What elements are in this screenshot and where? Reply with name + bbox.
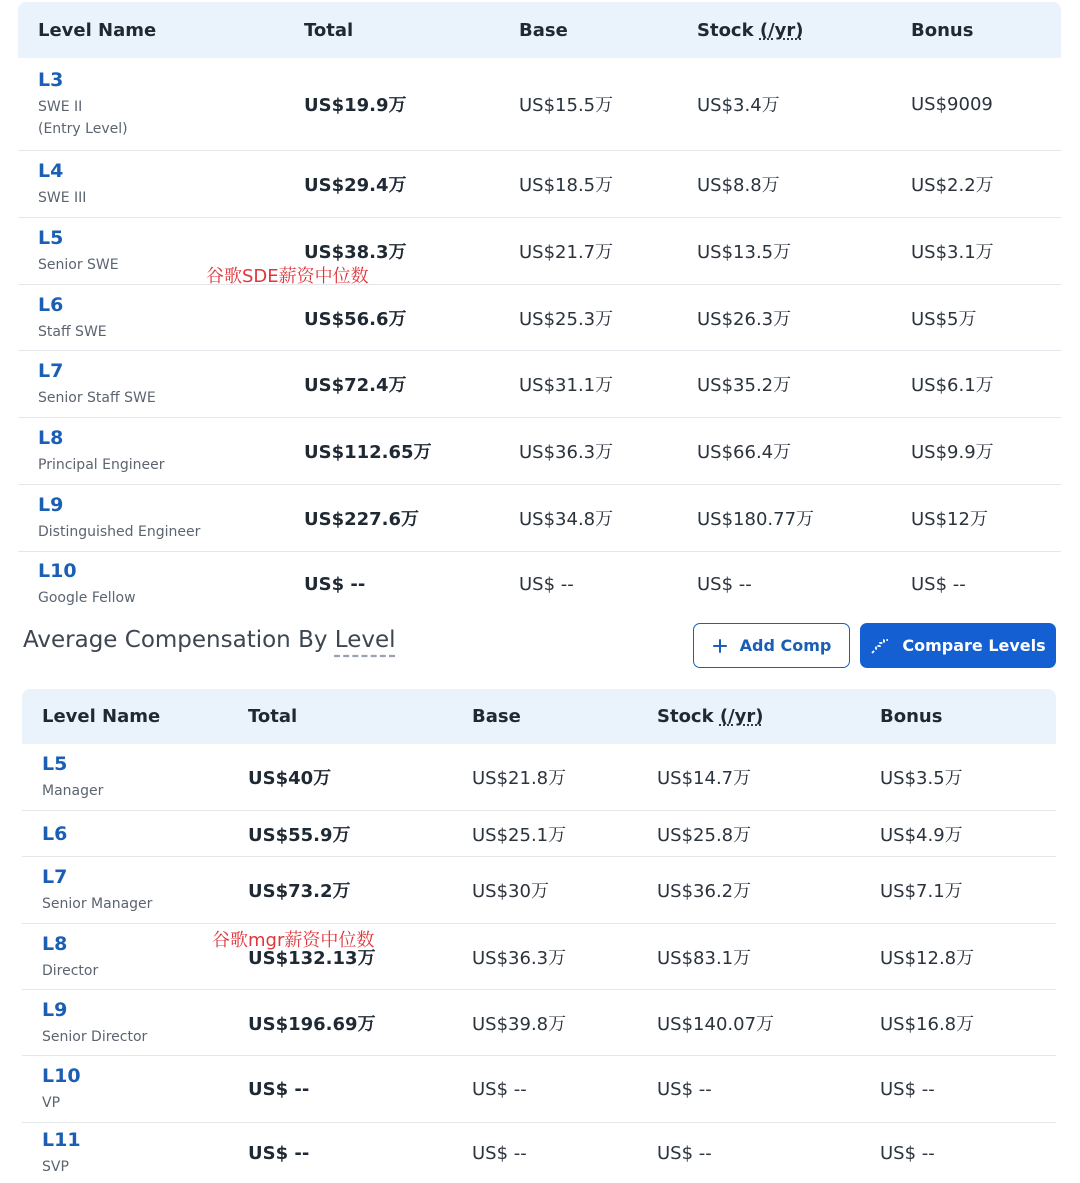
- table-row: [18, 58, 1061, 151]
- annotation-sde-median: 谷歌SDE薪资中位数: [206, 266, 369, 287]
- stock-comp-value: US$14.7万: [657, 768, 752, 789]
- level-link[interactable]: L6: [42, 822, 68, 845]
- bonus-comp-value: US$9009: [911, 93, 993, 115]
- header-stock[interactable]: [657, 706, 880, 727]
- total-comp-value: US$132.13万: [248, 947, 376, 969]
- base-comp-value: US$21.8万: [472, 768, 567, 789]
- header-stock-label: Stock: [697, 19, 754, 41]
- total-comp-value: US$227.6万: [304, 509, 420, 530]
- compare-levels-label: Compare Levels: [902, 636, 1046, 655]
- table-row: [22, 1123, 1056, 1183]
- level-link[interactable]: L7: [42, 866, 68, 888]
- level-name-cell: [18, 426, 304, 476]
- level-name-cell: [22, 1128, 248, 1178]
- plus-icon: [712, 638, 728, 654]
- total-comp-value: US$196.69万: [248, 1013, 376, 1035]
- table-row: [22, 857, 1056, 924]
- table-row: [18, 218, 1061, 285]
- level-link[interactable]: L8: [38, 427, 64, 449]
- stock-unit-tooltip[interactable]: (/yr): [719, 706, 764, 727]
- base-comp-value: US$39.8万: [472, 1013, 567, 1035]
- bonus-comp-value: US$2.2万: [911, 175, 994, 196]
- total-comp-value: US$72.4万: [304, 375, 407, 396]
- base-comp-value: US$36.3万: [472, 947, 567, 969]
- level-name-cell: [22, 822, 248, 846]
- total-comp-value: US$55.9万: [248, 824, 351, 846]
- level-title: SVP: [42, 1159, 69, 1175]
- header-bonus[interactable]: Bonus: [911, 19, 974, 41]
- bonus-comp-value: US$3.1万: [911, 242, 994, 263]
- stock-comp-value: US$ --: [657, 1142, 712, 1164]
- table-row: [18, 285, 1061, 351]
- bonus-comp-value: US$12.8万: [880, 947, 975, 969]
- level-name-cell: [18, 68, 304, 140]
- bonus-comp-value: US$ --: [880, 1142, 935, 1164]
- level-title: Senior Manager: [42, 896, 153, 912]
- total-comp-value: US$29.4万: [304, 175, 407, 196]
- level-name-cell: [22, 865, 248, 915]
- section-title: [23, 627, 396, 653]
- stock-comp-value: US$35.2万: [697, 375, 792, 396]
- level-name-cell: [18, 159, 304, 209]
- level-link[interactable]: L6: [38, 293, 64, 316]
- level-title: VP: [42, 1095, 61, 1111]
- bonus-comp-value: US$9.9万: [911, 442, 994, 463]
- stock-comp-value: US$ --: [657, 1078, 712, 1100]
- level-link[interactable]: L7: [38, 360, 64, 382]
- level-link[interactable]: L10: [42, 1065, 81, 1087]
- base-comp-value: US$36.3万: [519, 442, 614, 463]
- section-title-prefix: Average Compensation By: [23, 627, 335, 653]
- level-title: Senior SWE: [38, 257, 119, 273]
- bonus-comp-value: US$16.8万: [880, 1013, 975, 1035]
- level-link[interactable]: L3: [38, 69, 64, 91]
- annotation-mgr-median: 谷歌mgr薪资中位数: [212, 930, 375, 951]
- level-name-cell: [22, 752, 248, 802]
- stock-comp-value: US$8.8万: [697, 175, 780, 196]
- level-title: SWE II: [38, 99, 83, 115]
- bonus-comp-value: US$ --: [911, 573, 966, 595]
- stock-unit-tooltip[interactable]: (/yr): [759, 19, 804, 41]
- stock-comp-value: US$140.07万: [657, 1013, 775, 1035]
- table-row: [22, 744, 1056, 811]
- header-level-name: Level Name: [38, 19, 157, 41]
- table-body: [22, 744, 1056, 1183]
- base-comp-value: US$ --: [519, 573, 574, 595]
- stock-comp-value: US$36.2万: [657, 881, 752, 902]
- total-comp-value: US$56.6万: [304, 308, 407, 330]
- level-name-cell: [22, 1064, 248, 1114]
- header-total[interactable]: Total: [304, 19, 354, 41]
- header-stock[interactable]: [697, 20, 911, 41]
- table-row: [18, 552, 1061, 616]
- level-link[interactable]: L10: [38, 560, 77, 582]
- header-bonus[interactable]: Bonus: [880, 706, 943, 727]
- bonus-comp-value: US$6.1万: [911, 375, 994, 396]
- table-row: [18, 351, 1061, 418]
- total-comp-value: US$ --: [248, 1078, 310, 1100]
- table-body: [18, 58, 1061, 616]
- base-comp-value: US$25.3万: [519, 308, 614, 330]
- bonus-comp-value: US$12万: [911, 509, 988, 530]
- level-link[interactable]: L9: [38, 494, 64, 516]
- header-stock-label: Stock: [657, 706, 714, 727]
- stock-comp-value: US$13.5万: [697, 242, 792, 263]
- base-comp-value: US$18.5万: [519, 175, 614, 196]
- total-comp-value: US$ --: [248, 1142, 310, 1164]
- bonus-comp-value: US$7.1万: [880, 881, 963, 902]
- bonus-comp-value: US$ --: [880, 1078, 935, 1100]
- level-title: Manager: [42, 783, 104, 799]
- total-comp-value: US$38.3万: [304, 242, 407, 263]
- level-name-cell: [18, 493, 304, 543]
- header-total[interactable]: Total: [248, 706, 298, 727]
- base-comp-value: US$ --: [472, 1078, 527, 1100]
- total-comp-value: US$ --: [304, 573, 366, 595]
- base-comp-value: US$ --: [472, 1142, 527, 1164]
- level-name-cell: [18, 359, 304, 409]
- level-title: Senior Staff SWE: [38, 390, 156, 406]
- stock-comp-value: US$66.4万: [697, 442, 792, 463]
- level-title: Senior Director: [42, 1028, 148, 1045]
- level-name-cell: [18, 559, 304, 609]
- level-title: Google Fellow: [38, 590, 136, 606]
- table-header: [18, 2, 1061, 58]
- chart-steps-icon: [870, 637, 890, 655]
- stock-comp-value: US$3.4万: [697, 95, 780, 116]
- level-link[interactable]: L5: [38, 227, 64, 249]
- manager-levels-table: [22, 689, 1056, 1183]
- level-name-cell: [22, 998, 248, 1048]
- level-title: Distinguished Engineer: [38, 524, 201, 540]
- level-link[interactable]: L4: [38, 160, 64, 182]
- level-name-cell: [18, 293, 304, 343]
- total-comp-value: US$40万: [248, 768, 332, 789]
- level-title: Staff SWE: [38, 323, 107, 340]
- table-row: [22, 990, 1056, 1056]
- level-title: Principal Engineer: [38, 457, 165, 473]
- bonus-comp-value: US$4.9万: [880, 824, 963, 846]
- stock-comp-value: US$83.1万: [657, 947, 752, 969]
- header-level-name: Level Name: [42, 706, 161, 727]
- level-link[interactable]: L5: [42, 753, 68, 775]
- stock-comp-value: US$ --: [697, 573, 752, 595]
- table-row: [22, 1056, 1056, 1123]
- table-row: [22, 811, 1056, 857]
- level-link[interactable]: L8: [42, 932, 68, 955]
- swe-levels-table: [18, 2, 1061, 616]
- header-base[interactable]: Base: [472, 706, 521, 727]
- stock-comp-value: US$26.3万: [697, 308, 792, 330]
- table-row: [18, 151, 1061, 218]
- level-title: SWE III: [38, 190, 87, 206]
- total-comp-value: US$19.9万: [304, 95, 407, 116]
- bonus-comp-value: US$3.5万: [880, 768, 963, 789]
- base-comp-value: US$15.5万: [519, 95, 614, 116]
- base-comp-value: US$30万: [472, 881, 549, 902]
- level-link[interactable]: L11: [42, 1129, 81, 1151]
- base-comp-value: US$25.1万: [472, 824, 567, 846]
- base-comp-value: US$34.8万: [519, 509, 614, 530]
- level-subtitle: (Entry Level): [38, 121, 128, 137]
- table-header: [22, 689, 1056, 744]
- total-comp-value: US$73.2万: [248, 881, 351, 902]
- stock-comp-value: US$180.77万: [697, 509, 815, 530]
- add-comp-button[interactable]: [693, 623, 850, 668]
- level-title: Director: [42, 962, 99, 979]
- total-comp-value: US$112.65万: [304, 442, 432, 463]
- compare-levels-button[interactable]: [860, 623, 1056, 668]
- base-comp-value: US$31.1万: [519, 375, 614, 396]
- base-comp-value: US$21.7万: [519, 242, 614, 263]
- level-tooltip-term[interactable]: Level: [334, 627, 396, 653]
- table-row: [18, 418, 1061, 485]
- stock-comp-value: US$25.8万: [657, 824, 752, 846]
- header-base[interactable]: Base: [519, 19, 568, 41]
- table-row: [22, 924, 1056, 990]
- add-comp-label: Add Comp: [739, 636, 832, 655]
- level-link[interactable]: L9: [42, 998, 68, 1021]
- bonus-comp-value: US$5万: [911, 308, 977, 330]
- table-row: [18, 485, 1061, 552]
